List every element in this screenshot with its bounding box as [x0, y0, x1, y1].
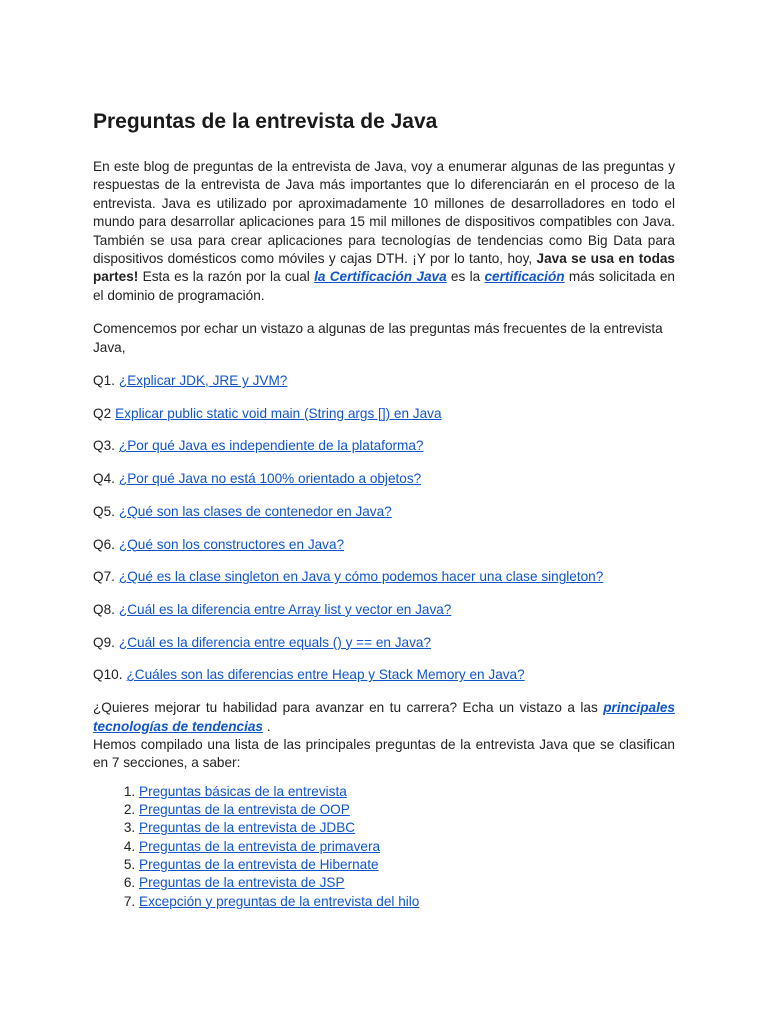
section-link[interactable]: Preguntas de la entrevista de JDBC: [139, 820, 356, 836]
page-title: Preguntas de la entrevista de Java: [93, 110, 438, 133]
question-number: Q1.: [93, 373, 115, 389]
question-number: Q3.: [93, 438, 115, 454]
question-number: Q2: [93, 405, 112, 421]
intro-text-2: Esta es la razón por la cual: [138, 269, 315, 285]
section-link[interactable]: Preguntas de la entrevista de JSP: [139, 875, 345, 891]
list-item: [139, 838, 675, 856]
intro-text-3: es la: [446, 269, 485, 285]
list-item: [139, 819, 675, 837]
question-item: [93, 372, 675, 390]
section-link[interactable]: Preguntas de la entrevista de OOP: [139, 802, 350, 818]
section-link[interactable]: Excepción y preguntas de la entrevista del hilo: [139, 893, 420, 909]
question-number: Q6.: [93, 536, 115, 552]
question-number: Q8.: [93, 601, 115, 617]
section-list: [93, 783, 675, 911]
list-item: [139, 801, 675, 819]
question-item: [93, 437, 675, 455]
question-link[interactable]: ¿Qué son las clases de contenedor en Java?: [118, 503, 392, 519]
question-number: Q7.: [93, 569, 115, 585]
question-item: [93, 405, 675, 423]
question-link[interactable]: Explicar public static void main (String args []) en Java: [115, 405, 442, 421]
question-item: [93, 568, 675, 586]
question-link[interactable]: ¿Explicar JDK, JRE y JVM?: [118, 373, 288, 389]
compiled-paragraph: Hemos compilado una lista de las principales preguntas de la entrevista Java que se clasifican en 7 secciones, a saber:: [93, 736, 675, 771]
career-text-2: .: [262, 718, 271, 734]
list-item: [139, 783, 675, 801]
question-link[interactable]: ¿Cuáles son las diferencias entre Heap y Stack Memory en Java?: [126, 667, 525, 683]
question-link[interactable]: ¿Cuál es la diferencia entre Array list y vector en Java?: [118, 601, 452, 617]
question-number: Q4.: [93, 471, 115, 487]
question-item: [93, 634, 675, 652]
intro-paragraph: [93, 158, 675, 305]
question-link[interactable]: ¿Qué es la clase singleton en Java y cómo podemos hacer una clase singleton?: [118, 569, 604, 585]
section-link[interactable]: Preguntas básicas de la entrevista: [139, 783, 347, 799]
question-item: [93, 601, 675, 619]
question-link[interactable]: ¿Qué son los constructores en Java?: [118, 536, 345, 552]
section-link[interactable]: Preguntas de la entrevista de Hibernate: [139, 856, 379, 872]
question-item: [93, 536, 675, 554]
list-item: [139, 874, 675, 892]
question-item: [93, 503, 675, 521]
question-item: [93, 666, 675, 684]
question-link[interactable]: ¿Por qué Java no está 100% orientado a objetos?: [118, 471, 422, 487]
question-link[interactable]: ¿Por qué Java es independiente de la plataforma?: [118, 438, 424, 454]
question-link[interactable]: ¿Cuál es la diferencia entre equals () y == en Java?: [118, 634, 431, 650]
list-item: [139, 856, 675, 874]
career-text-1: ¿Quieres mejorar tu habilidad para avanzar en tu carrera? Echa un vistazo a las: [93, 700, 604, 716]
section-link[interactable]: Preguntas de la entrevista de primavera: [139, 838, 381, 854]
list-item: [139, 893, 675, 911]
trending-technologies-link[interactable]: principales tecnologías de tendencias: [93, 700, 675, 734]
career-paragraph: [93, 699, 675, 736]
question-item: [93, 470, 675, 488]
question-list: [93, 372, 675, 685]
intro-bold-text: Java se usa en todas partes!: [93, 251, 675, 285]
start-paragraph: Comencemos por echar un vistazo a algunas de las preguntas más frecuentes de la entrevista Java,: [93, 321, 663, 355]
intro-text-4: más solicitada en el dominio de programación.: [93, 269, 675, 303]
question-number: Q10.: [93, 667, 123, 683]
intro-text-1: En este blog de preguntas de la entrevista de Java, voy a enumerar algunas de las preguntas y respuestas de la entrevista de Java más importantes que lo diferenciarán en el proceso de la entrevista. Java es utilizado por aproximadamente 10 millones de desarrolladores en todo el mundo para desarrollar aplicaciones para 15 mil millones de dispositivos compatibles con Java. También se usa para crear aplicaciones para tecnologías de tendencias como Big Data para dispositivos domésticos como móviles y cajas DTH. ¡Y por lo tanto, hoy,: [93, 159, 675, 267]
certification-link[interactable]: certificación: [484, 269, 565, 285]
question-number: Q9.: [93, 634, 115, 650]
java-certification-link[interactable]: la Certificación Java: [314, 269, 447, 285]
question-number: Q5.: [93, 503, 115, 519]
